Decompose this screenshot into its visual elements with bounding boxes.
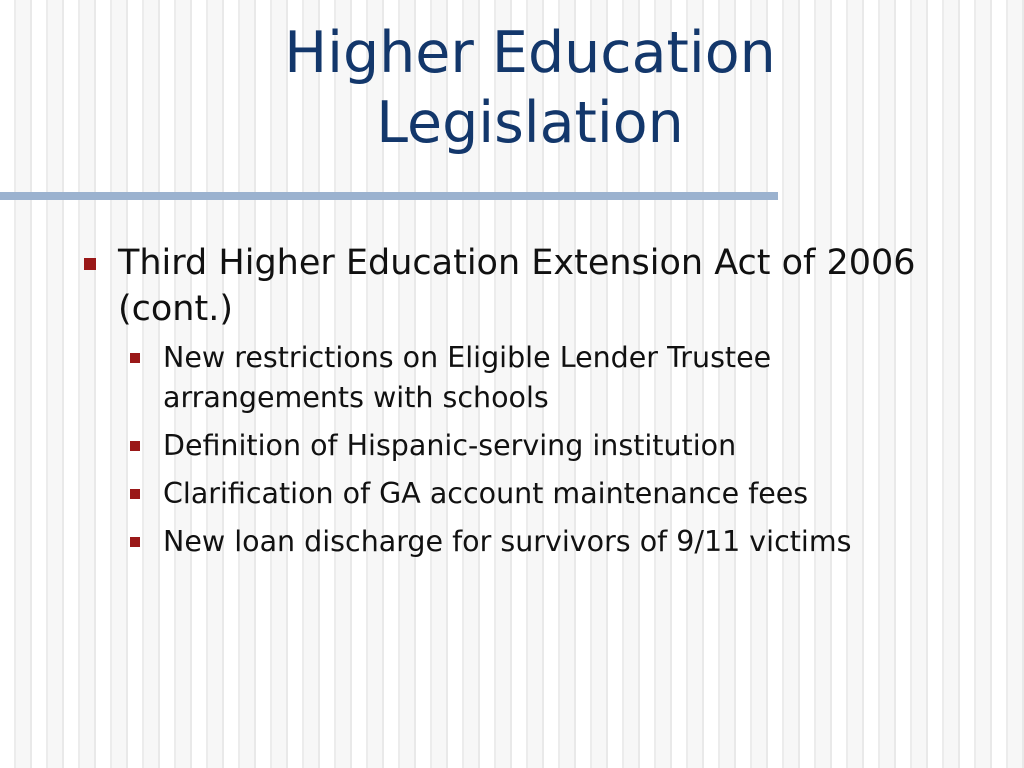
sub-bullet-list xyxy=(78,338,978,562)
sub-bullet-item xyxy=(78,474,978,514)
sub-bullet-item xyxy=(78,522,978,562)
slide-body xyxy=(78,240,978,570)
square-bullet-icon xyxy=(130,537,140,547)
sub-bullet-item xyxy=(78,338,978,418)
title-line-1: Higher Education xyxy=(284,20,776,86)
sub-bullet-text: Clarification of GA account maintenance fees xyxy=(163,477,809,510)
sub-bullet-item xyxy=(78,426,978,466)
main-bullet-text: Third Higher Education Extension Act of 2006 (cont.) xyxy=(118,243,916,329)
slide-title xyxy=(0,18,1024,158)
sub-bullet-text: Definition of Hispanic-serving institution xyxy=(163,429,737,462)
square-bullet-icon xyxy=(84,258,96,270)
square-bullet-icon xyxy=(130,353,140,363)
sub-bullet-text: New loan discharge for survivors of 9/11 victims xyxy=(163,525,852,558)
square-bullet-icon xyxy=(130,489,140,499)
square-bullet-icon xyxy=(130,441,140,451)
title-divider xyxy=(0,192,778,200)
title-line-2: Legislation xyxy=(376,90,684,156)
main-bullet-item xyxy=(78,240,978,332)
sub-bullet-text: New restrictions on Eligible Lender Trustee arrangements with schools xyxy=(163,341,772,414)
